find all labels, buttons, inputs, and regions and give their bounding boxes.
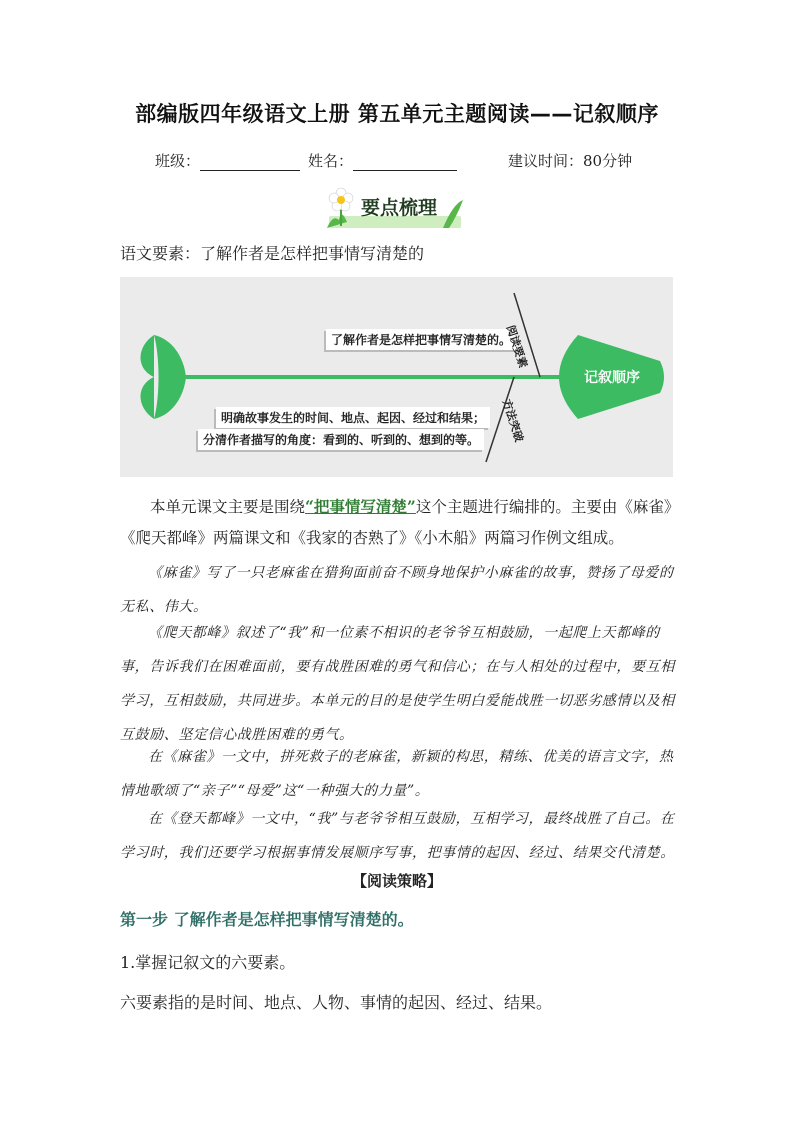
intro-part2: 这个主题进行编排的。主要由《麻雀》《爬天都峰》两篇课文和《我家的杏熟了》《小木船》两篇习作例文组成。 (120, 498, 680, 547)
class-label: 班级： (155, 152, 201, 170)
item-one: 1.掌握记叙文的六要素。 (120, 953, 296, 972)
paragraph-dengtiandufeng: 在《登天都峰》一文中，“我”与老爷爷相互鼓励，互相学习，最终战胜了自己。在学习时，我们还要学习根据事情发展顺序写事，把事情的起因、经过、结果交代清楚。 (120, 811, 675, 861)
class-blank[interactable] (200, 154, 300, 171)
fish-head-label: 记叙顺序 (584, 370, 640, 386)
paragraph-maque-analysis: 在《麻雀》一文中，拼死救子的老麻雀，新颖的构思，精练、优美的语言文字，热情地歌颂了“亲子”“母爱”这“一种强大的力量”。 (120, 749, 674, 799)
document-title: 部编版四年级语文上册 第五单元主题阅读——记叙顺序 (135, 102, 659, 126)
flower-icon (329, 188, 353, 211)
step-one-heading: 第一步 了解作者是怎样把事情写清楚的。 (120, 910, 414, 929)
upper-box: 了解作者是怎样把事情写清楚的。 (326, 329, 516, 350)
name-label: 姓名： (308, 152, 354, 170)
suggested-time: 建议时间：80分钟 (508, 152, 633, 170)
item-one-description: 六要素指的是时间、地点、人物、事情的起因、经过、结果。 (120, 993, 553, 1012)
strategy-heading: 【阅读策略】 (351, 872, 442, 890)
name-blank[interactable] (353, 154, 457, 171)
class-field (155, 150, 300, 171)
intro-paragraph (120, 491, 680, 554)
intro-highlight: “把事情写清楚” (305, 497, 416, 516)
language-element: 语文要素：了解作者是怎样把事情写清楚的 (120, 244, 425, 263)
intro-part1: 本单元课文主要是围绕 (150, 498, 306, 516)
upper-bone-label: 阅读要素 (503, 323, 530, 370)
paragraph-maque: 《麻雀》写了一只老麻雀在猎狗面前奋不顾身地保护小麻雀的故事，赞扬了母爱的无私、伟大。 (120, 565, 674, 615)
lower-box-1: 明确故事发生的时间、地点、起因、经过和结果； (216, 407, 490, 428)
name-field (308, 150, 457, 171)
lower-bone-label: 方法突破 (499, 397, 526, 444)
lower-box-2: 分清作者描写的角度：看到的、听到的、想到的等。 (198, 429, 484, 450)
fishbone-diagram (120, 277, 673, 477)
badge-label: 要点梳理 (361, 197, 438, 219)
paragraph-tiandufeng: 《爬天都峰》叙述了“我”和一位素不相识的老爷爷互相鼓励，一起爬上天都峰的事，告诉我们在困难面前，要有战胜困难的勇气和信心；在与人相处的过程中，要互相学习，互相鼓励，共同进步。本单元的目的是使学生明白爱能战胜一切恶劣感情以及相互鼓励、坚定信心战胜困难的勇气。 (120, 625, 675, 743)
key-points-badge (325, 186, 465, 230)
